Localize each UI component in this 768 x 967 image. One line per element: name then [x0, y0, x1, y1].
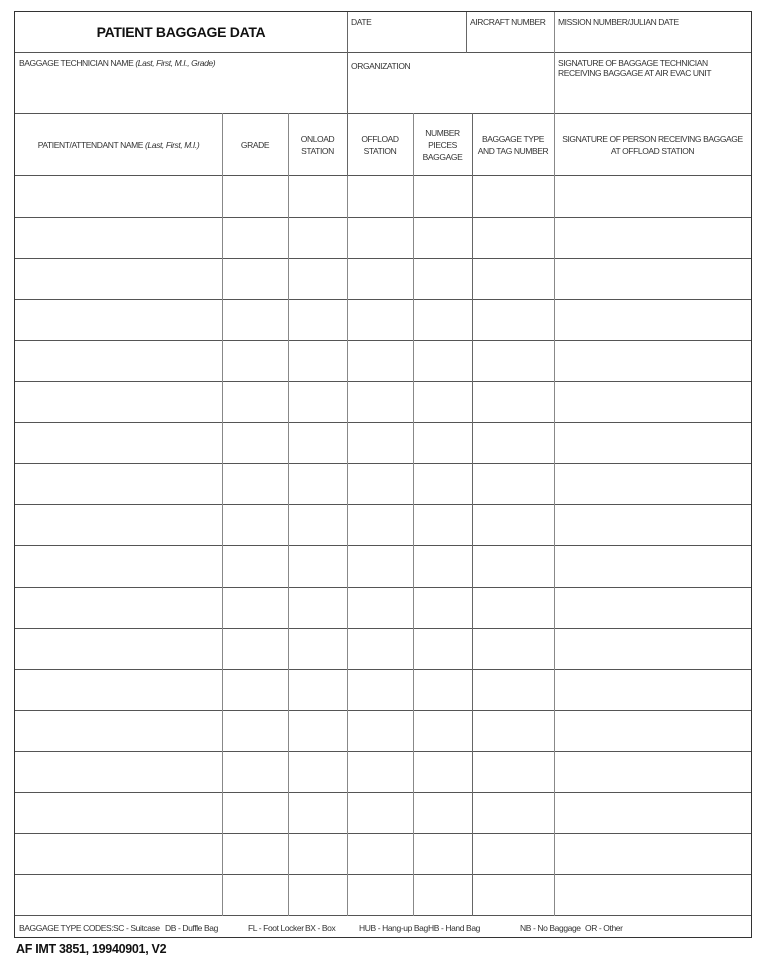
organization-field[interactable] — [347, 53, 554, 113]
baggage-type-tag-input[interactable] — [473, 341, 554, 380]
divider — [15, 113, 751, 114]
legend-code-nb: NB - No Baggage — [520, 923, 581, 933]
receiver-signature-input[interactable] — [555, 794, 751, 833]
receiver-signature-input[interactable] — [555, 588, 751, 627]
divider — [347, 12, 348, 176]
table-row — [15, 176, 751, 217]
grade-input[interactable] — [223, 547, 288, 586]
receiver-signature-input[interactable] — [555, 752, 751, 791]
grade-input[interactable] — [223, 835, 288, 874]
technician-name-field[interactable] — [15, 53, 347, 113]
aircraft-number-field[interactable] — [466, 12, 554, 52]
onload-station-input[interactable] — [289, 506, 347, 545]
table-row — [15, 834, 751, 875]
number-pieces-input[interactable] — [414, 794, 472, 833]
grade-input[interactable] — [223, 752, 288, 791]
grade-input[interactable] — [223, 424, 288, 463]
receiver-signature-input[interactable] — [555, 259, 751, 298]
technician-name-hint: (Last, First, M.I., Grade) — [135, 58, 216, 68]
number-pieces-input[interactable] — [414, 506, 472, 545]
table-row — [15, 875, 751, 916]
number-pieces-input[interactable] — [414, 588, 472, 627]
number-pieces-input[interactable] — [414, 424, 472, 463]
table-row — [15, 751, 751, 792]
technician-signature-field[interactable] — [554, 53, 751, 113]
offload-station-input[interactable] — [348, 711, 413, 750]
baggage-type-tag-input[interactable] — [473, 383, 554, 422]
col-header-number-pieces: NUMBER PIECES BAGGAGE — [422, 128, 463, 162]
legend-code-db: DB - Duffle Bag — [165, 923, 218, 933]
form-title: PATIENT BAGGAGE DATA — [96, 24, 266, 40]
number-pieces-input[interactable] — [414, 670, 472, 709]
legend-title: BAGGAGE TYPE CODES: — [19, 923, 114, 933]
grade-input[interactable] — [223, 588, 288, 627]
grade-input[interactable] — [223, 465, 288, 504]
onload-station-input[interactable] — [289, 465, 347, 504]
baggage-type-tag-input[interactable] — [473, 835, 554, 874]
offload-station-input[interactable] — [348, 465, 413, 504]
receiver-signature-input[interactable] — [555, 424, 751, 463]
onload-station-input[interactable] — [289, 383, 347, 422]
patient-name-input[interactable] — [16, 506, 222, 545]
patient-baggage-form — [14, 11, 752, 938]
table-row — [15, 628, 751, 669]
grade-input[interactable] — [223, 259, 288, 298]
number-pieces-input[interactable] — [414, 341, 472, 380]
offload-station-input[interactable] — [348, 794, 413, 833]
aircraft-number-label: AIRCRAFT NUMBER — [470, 17, 546, 27]
onload-station-input[interactable] — [289, 424, 347, 463]
technician-name-label: BAGGAGE TECHNICIAN NAME — [19, 58, 134, 68]
divider — [466, 12, 467, 53]
baggage-type-tag-input[interactable] — [473, 218, 554, 257]
patient-name-input[interactable] — [16, 218, 222, 257]
number-pieces-input[interactable] — [414, 752, 472, 791]
col-header-receiver-signature: SIGNATURE OF PERSON RECEIVING BAGGAGE AT OFFLOAD STATION — [562, 134, 743, 156]
patient-name-input[interactable] — [16, 383, 222, 422]
baggage-type-tag-input[interactable] — [473, 711, 554, 750]
table-row — [15, 340, 751, 381]
patient-name-input[interactable] — [16, 711, 222, 750]
grade-input[interactable] — [223, 383, 288, 422]
grade-input[interactable] — [223, 794, 288, 833]
legend-code-or: OR - Other — [585, 923, 623, 933]
col-header-grade: GRADE — [240, 140, 270, 150]
number-pieces-input[interactable] — [414, 259, 472, 298]
number-pieces-input[interactable] — [414, 711, 472, 750]
receiver-signature-input[interactable] — [555, 341, 751, 380]
patient-name-input[interactable] — [16, 835, 222, 874]
baggage-type-tag-input[interactable] — [473, 506, 554, 545]
patient-name-input[interactable] — [16, 177, 222, 216]
patient-name-input[interactable] — [16, 259, 222, 298]
patient-name-input[interactable] — [16, 424, 222, 463]
offload-station-input[interactable] — [348, 341, 413, 380]
divider — [15, 52, 751, 53]
offload-station-input[interactable] — [348, 588, 413, 627]
onload-station-input[interactable] — [289, 218, 347, 257]
receiver-signature-input[interactable] — [555, 835, 751, 874]
grade-input[interactable] — [223, 711, 288, 750]
date-field[interactable] — [347, 12, 466, 52]
table-row — [15, 464, 751, 505]
receiver-signature-input[interactable] — [555, 177, 751, 216]
number-pieces-input[interactable] — [414, 876, 472, 915]
offload-station-input[interactable] — [348, 424, 413, 463]
offload-station-input[interactable] — [348, 752, 413, 791]
grade-input[interactable] — [223, 876, 288, 915]
legend-code-hb: HB - Hand Bag — [428, 923, 480, 933]
baggage-type-tag-input[interactable] — [473, 876, 554, 915]
table-row — [15, 299, 751, 340]
baggage-type-tag-input[interactable] — [473, 300, 554, 339]
onload-station-input[interactable] — [289, 177, 347, 216]
baggage-type-tag-input[interactable] — [473, 629, 554, 668]
table-row — [15, 587, 751, 628]
patient-name-input[interactable] — [16, 752, 222, 791]
offload-station-input[interactable] — [348, 383, 413, 422]
offload-station-input[interactable] — [348, 876, 413, 915]
table-row — [15, 710, 751, 751]
number-pieces-input[interactable] — [414, 383, 472, 422]
number-pieces-input[interactable] — [414, 629, 472, 668]
number-pieces-input[interactable] — [414, 177, 472, 216]
organization-label: ORGANIZATION — [351, 61, 411, 71]
receiver-signature-input[interactable] — [555, 711, 751, 750]
table-row — [15, 423, 751, 464]
grade-input[interactable] — [223, 218, 288, 257]
number-pieces-input[interactable] — [414, 547, 472, 586]
col-header-baggage-type: BAGGAGE TYPE AND TAG NUMBER — [477, 134, 549, 156]
col-header-offload-station: OFFLOAD STATION — [361, 134, 399, 156]
number-pieces-input[interactable] — [414, 218, 472, 257]
offload-station-input[interactable] — [348, 835, 413, 874]
receiver-signature-input[interactable] — [555, 670, 751, 709]
table-row — [15, 382, 751, 423]
patient-name-input[interactable] — [16, 670, 222, 709]
legend-code-fl: FL - Foot Locker — [248, 923, 304, 933]
technician-signature-label-1: SIGNATURE OF BAGGAGE TECHNICIAN — [558, 58, 708, 68]
mission-number-label: MISSION NUMBER/JULIAN DATE — [558, 17, 679, 27]
receiver-signature-input[interactable] — [555, 629, 751, 668]
onload-station-input[interactable] — [289, 670, 347, 709]
receiver-signature-input[interactable] — [555, 547, 751, 586]
grade-input[interactable] — [223, 670, 288, 709]
offload-station-input[interactable] — [348, 300, 413, 339]
number-pieces-input[interactable] — [414, 835, 472, 874]
grade-input[interactable] — [223, 506, 288, 545]
table-row — [15, 258, 751, 299]
onload-station-input[interactable] — [289, 588, 347, 627]
onload-station-input[interactable] — [289, 259, 347, 298]
baggage-type-legend — [15, 917, 751, 937]
receiver-signature-input[interactable] — [555, 300, 751, 339]
number-pieces-input[interactable] — [414, 300, 472, 339]
baggage-type-tag-input[interactable] — [473, 752, 554, 791]
patient-name-input[interactable] — [16, 341, 222, 380]
offload-station-input[interactable] — [348, 218, 413, 257]
offload-station-input[interactable] — [348, 547, 413, 586]
onload-station-input[interactable] — [289, 629, 347, 668]
patient-name-input[interactable] — [16, 629, 222, 668]
offload-station-input[interactable] — [348, 177, 413, 216]
table-row — [15, 793, 751, 834]
offload-station-input[interactable] — [348, 629, 413, 668]
grade-input[interactable] — [223, 300, 288, 339]
technician-signature-label-2: RECEIVING BAGGAGE AT AIR EVAC UNIT — [558, 68, 712, 78]
baggage-type-tag-input[interactable] — [473, 588, 554, 627]
mission-number-field[interactable] — [554, 12, 751, 52]
patient-name-input[interactable] — [16, 876, 222, 915]
offload-station-input[interactable] — [348, 506, 413, 545]
table-row — [15, 505, 751, 546]
receiver-signature-input[interactable] — [555, 465, 751, 504]
onload-station-input[interactable] — [289, 752, 347, 791]
onload-station-input[interactable] — [289, 711, 347, 750]
onload-station-input[interactable] — [289, 794, 347, 833]
baggage-type-tag-input[interactable] — [473, 465, 554, 504]
table-row — [15, 669, 751, 710]
onload-station-input[interactable] — [289, 547, 347, 586]
patient-name-input[interactable] — [16, 465, 222, 504]
patient-name-input[interactable] — [16, 300, 222, 339]
number-pieces-input[interactable] — [414, 465, 472, 504]
onload-station-input[interactable] — [289, 876, 347, 915]
col-header-onload-station: ONLOAD STATION — [300, 134, 335, 156]
receiver-signature-input[interactable] — [555, 218, 751, 257]
legend-code-bx: BX - Box — [305, 923, 336, 933]
baggage-type-tag-input[interactable] — [473, 259, 554, 298]
legend-code-hub: HUB - Hang-up Bag — [359, 923, 428, 933]
grade-input[interactable] — [223, 629, 288, 668]
table-row — [15, 217, 751, 258]
baggage-type-tag-input[interactable] — [473, 547, 554, 586]
patient-name-input[interactable] — [16, 794, 222, 833]
patient-name-input[interactable] — [16, 588, 222, 627]
receiver-signature-input[interactable] — [555, 876, 751, 915]
onload-station-input[interactable] — [289, 341, 347, 380]
grade-input[interactable] — [223, 341, 288, 380]
onload-station-input[interactable] — [289, 835, 347, 874]
patient-name-input[interactable] — [16, 547, 222, 586]
receiver-signature-input[interactable] — [555, 383, 751, 422]
offload-station-input[interactable] — [348, 259, 413, 298]
legend-code-sc: SC - Suitcase — [113, 923, 160, 933]
baggage-type-tag-input[interactable] — [473, 424, 554, 463]
date-label: DATE — [351, 17, 372, 27]
baggage-type-tag-input[interactable] — [473, 177, 554, 216]
grade-input[interactable] — [223, 177, 288, 216]
onload-station-input[interactable] — [289, 300, 347, 339]
baggage-type-tag-input[interactable] — [473, 794, 554, 833]
baggage-type-tag-input[interactable] — [473, 670, 554, 709]
col-header-patient-name: PATIENT/ATTENDANT NAME (Last, First, M.I.) — [37, 140, 200, 150]
table-row — [15, 546, 751, 587]
offload-station-input[interactable] — [348, 670, 413, 709]
form-identifier: AF IMT 3851, 19940901, V2 — [16, 942, 167, 956]
receiver-signature-input[interactable] — [555, 506, 751, 545]
